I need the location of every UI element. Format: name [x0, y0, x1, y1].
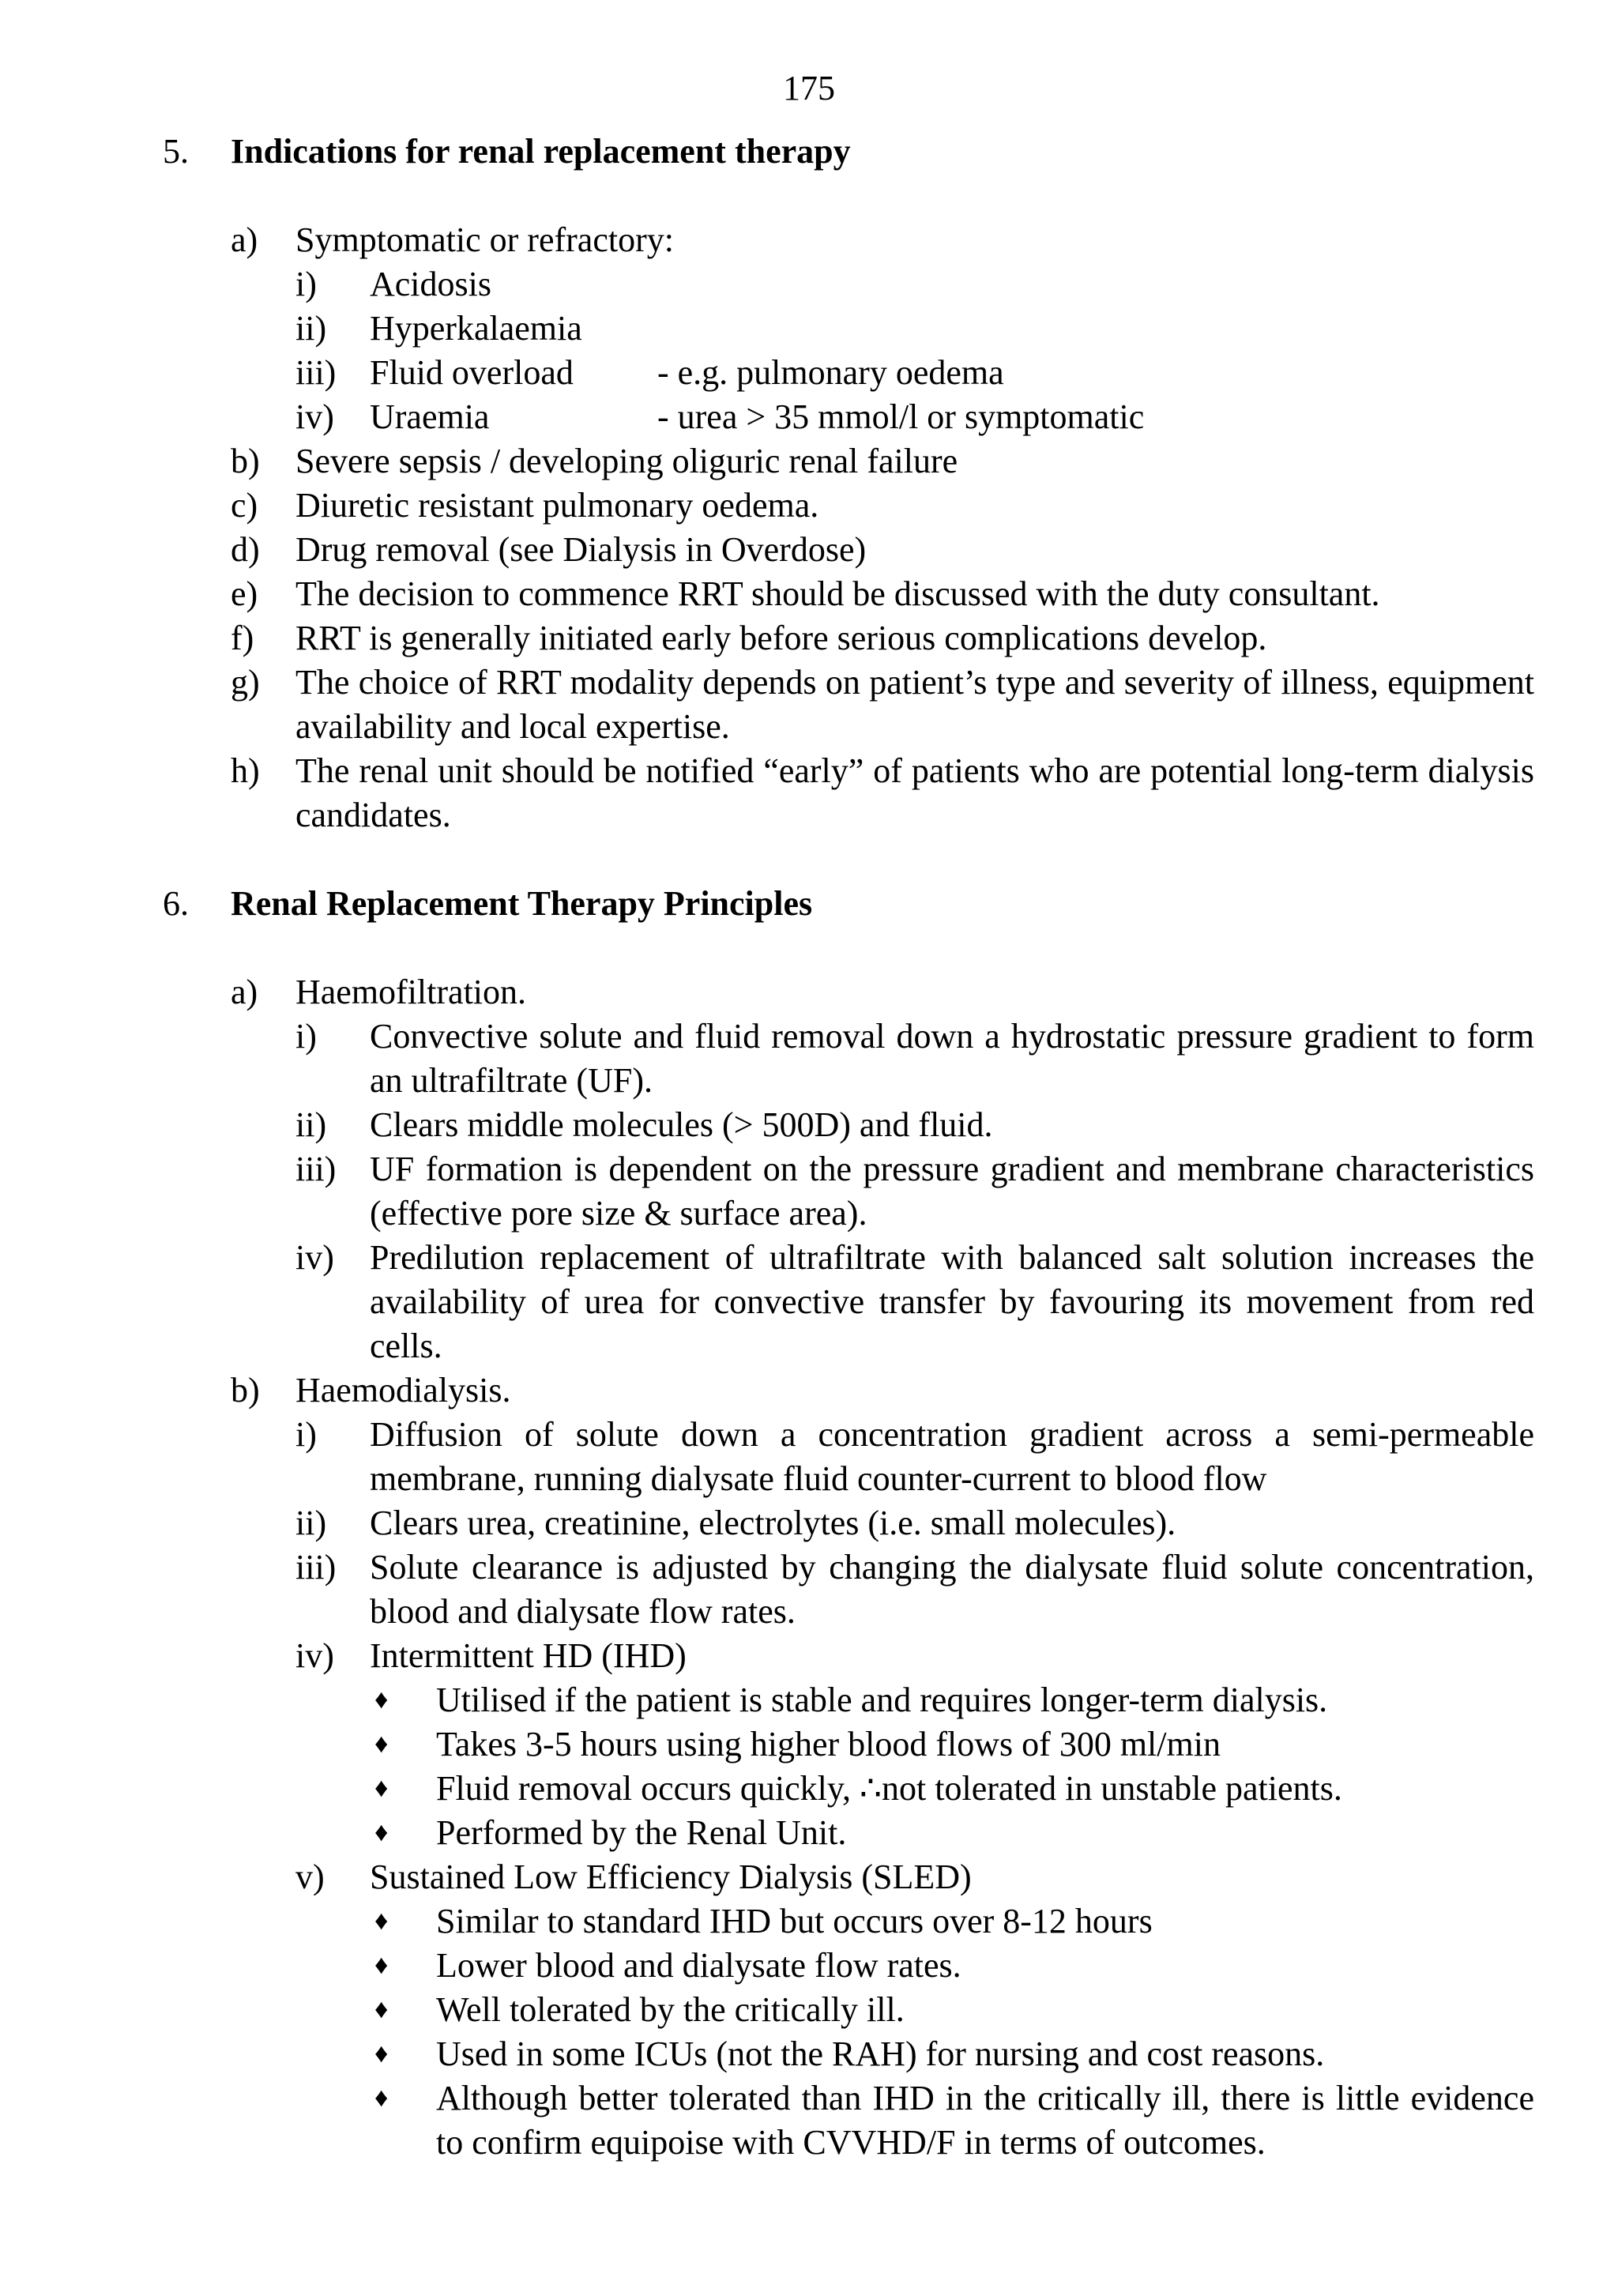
list-item — [163, 1413, 1534, 1501]
section-number: 6. — [163, 884, 189, 923]
diamond-bullet-icon: ♦ — [374, 1951, 389, 1980]
bullet-item — [163, 2032, 1534, 2076]
list-item — [163, 1545, 1534, 1634]
list-item — [163, 1103, 1534, 1147]
list-item — [163, 1014, 1534, 1103]
item-text: Uraemia — [370, 397, 490, 436]
item-text: RRT is generally initiated early before serious complications develop. — [295, 619, 1267, 657]
document-body — [163, 130, 1534, 2165]
bullet-item — [163, 1899, 1534, 1944]
item-label: iv) — [295, 1238, 334, 1277]
bullet-text: Lower blood and dialysate flow rates. — [436, 1946, 961, 1985]
item-text: The decision to commence RRT should be discussed with the duty consultant. — [295, 574, 1380, 613]
diamond-bullet-icon: ♦ — [374, 1995, 389, 2024]
diamond-bullet-icon: ♦ — [374, 1774, 389, 1803]
list-item — [163, 262, 1534, 307]
item-text: Hyperkalaemia — [370, 309, 582, 348]
list-item — [163, 616, 1534, 661]
item-text: The choice of RRT modality depends on patient’s type and severity of illness, equipment availability and local expertise. — [295, 663, 1534, 746]
item-text: Fluid overload — [370, 353, 574, 392]
item-label: b) — [231, 442, 260, 480]
item-text: Haemofiltration. — [295, 973, 527, 1011]
bullet-text: Utilised if the patient is stable and requires longer-term dialysis. — [436, 1681, 1328, 1719]
diamond-bullet-icon: ♦ — [374, 1730, 389, 1759]
item-label: ii) — [295, 309, 327, 348]
bullet-item — [163, 1944, 1534, 1988]
item-label: v) — [295, 1858, 325, 1896]
bullet-text: Performed by the Renal Unit. — [436, 1813, 847, 1852]
item-text: UF formation is dependent on the pressure gradient and membrane characteristics (effective pore size & surface area). — [370, 1150, 1534, 1233]
list-item — [163, 970, 1534, 1014]
item-label: a) — [231, 220, 258, 259]
list-item — [163, 218, 1534, 262]
item-note: - urea > 35 mmol/l or symptomatic — [657, 397, 1145, 436]
item-label: i) — [295, 1017, 317, 1056]
section-5-heading — [163, 130, 1534, 174]
item-text: Acidosis — [370, 265, 491, 303]
list-item — [163, 1236, 1534, 1368]
bullet-item — [163, 1988, 1534, 2032]
list-item — [163, 1368, 1534, 1413]
bullet-text: Used in some ICUs (not the RAH) for nursing and cost reasons. — [436, 2034, 1325, 2073]
section-number: 5. — [163, 132, 189, 171]
diamond-bullet-icon: ♦ — [374, 1818, 389, 1847]
section-title: Renal Replacement Therapy Principles — [231, 884, 813, 923]
list-item — [163, 572, 1534, 616]
item-label: i) — [295, 1415, 317, 1454]
bullet-item — [163, 1722, 1534, 1767]
section-6-heading — [163, 882, 1534, 926]
diamond-bullet-icon: ♦ — [374, 1906, 389, 1936]
item-text: Solute clearance is adjusted by changing the dialysate fluid solute concentration, blood and dialysate flow rates. — [370, 1548, 1534, 1631]
item-label: iv) — [295, 1636, 334, 1675]
item-label: d) — [231, 530, 260, 569]
item-text: Drug removal (see Dialysis in Overdose) — [295, 530, 867, 569]
bullet-item — [163, 2076, 1534, 2165]
list-item — [163, 351, 1534, 395]
item-label: a) — [231, 973, 258, 1011]
bullet-text: Similar to standard IHD but occurs over 8-12 hours — [436, 1902, 1153, 1940]
diamond-bullet-icon: ♦ — [374, 2083, 389, 2113]
section-title: Indications for renal replacement therapy — [231, 132, 851, 171]
item-label: g) — [231, 663, 260, 702]
bullet-item — [163, 1811, 1534, 1855]
page-number: 175 — [783, 69, 835, 107]
item-label: i) — [295, 265, 317, 303]
item-label: iv) — [295, 397, 334, 436]
bullet-text: Well tolerated by the critically ill. — [436, 1990, 905, 2029]
item-text: Clears middle molecules (> 500D) and fluid. — [370, 1105, 993, 1144]
item-label: f) — [231, 619, 254, 657]
bullet-text: Fluid removal occurs quickly, ∴not tolerated in unstable patients. — [436, 1769, 1342, 1808]
item-label: iii) — [295, 1548, 337, 1586]
bullet-text: Takes 3-5 hours using higher blood flows of 300 ml/min — [436, 1725, 1221, 1763]
item-text: Symptomatic or refractory: — [295, 220, 674, 259]
list-item — [163, 395, 1534, 439]
item-label: iii) — [295, 353, 337, 392]
list-item — [163, 1501, 1534, 1545]
item-note: - e.g. pulmonary oedema — [657, 353, 1004, 392]
item-label: iii) — [295, 1150, 337, 1188]
item-text: Intermittent HD (IHD) — [370, 1636, 687, 1675]
list-item — [163, 1634, 1534, 1678]
list-item — [163, 1147, 1534, 1236]
item-text: Diuretic resistant pulmonary oedema. — [295, 486, 819, 525]
item-label: c) — [231, 486, 258, 525]
diamond-bullet-icon: ♦ — [374, 2039, 389, 2068]
list-item — [163, 749, 1534, 837]
item-label: h) — [231, 751, 260, 790]
bullet-text: Although better tolerated than IHD in the critically ill, there is little evidence to confirm equipoise with CVVHD/F in terms of outcomes. — [436, 2079, 1534, 2162]
bullet-item — [163, 1678, 1534, 1722]
item-label: b) — [231, 1371, 260, 1410]
item-label: ii) — [295, 1504, 327, 1542]
item-text: Diffusion of solute down a concentration gradient across a semi-permeable membrane, running dialysate fluid counter-current to blood flow — [370, 1415, 1534, 1498]
item-text: Convective solute and fluid removal down a hydrostatic pressure gradient to form an ultrafiltrate (UF). — [370, 1017, 1534, 1100]
item-text: Predilution replacement of ultrafiltrate with balanced salt solution increases the availability of urea for convective transfer by favouring its movement from red cells. — [370, 1238, 1534, 1365]
item-text: Haemodialysis. — [295, 1371, 511, 1410]
item-text: Sustained Low Efficiency Dialysis (SLED) — [370, 1858, 972, 1896]
diamond-bullet-icon: ♦ — [374, 1685, 389, 1714]
list-item — [163, 307, 1534, 351]
list-item — [163, 439, 1534, 484]
item-text: The renal unit should be notified “early” of patients who are potential long-term dialysis candidates. — [295, 751, 1534, 834]
item-label: e) — [231, 574, 258, 613]
item-label: ii) — [295, 1105, 327, 1144]
list-item — [163, 1855, 1534, 1899]
bullet-item — [163, 1767, 1534, 1811]
list-item — [163, 661, 1534, 749]
item-text: Severe sepsis / developing oliguric renal failure — [295, 442, 958, 480]
list-item — [163, 528, 1534, 572]
item-text: Clears urea, creatinine, electrolytes (i.e. small molecules). — [370, 1504, 1176, 1542]
list-item — [163, 484, 1534, 528]
